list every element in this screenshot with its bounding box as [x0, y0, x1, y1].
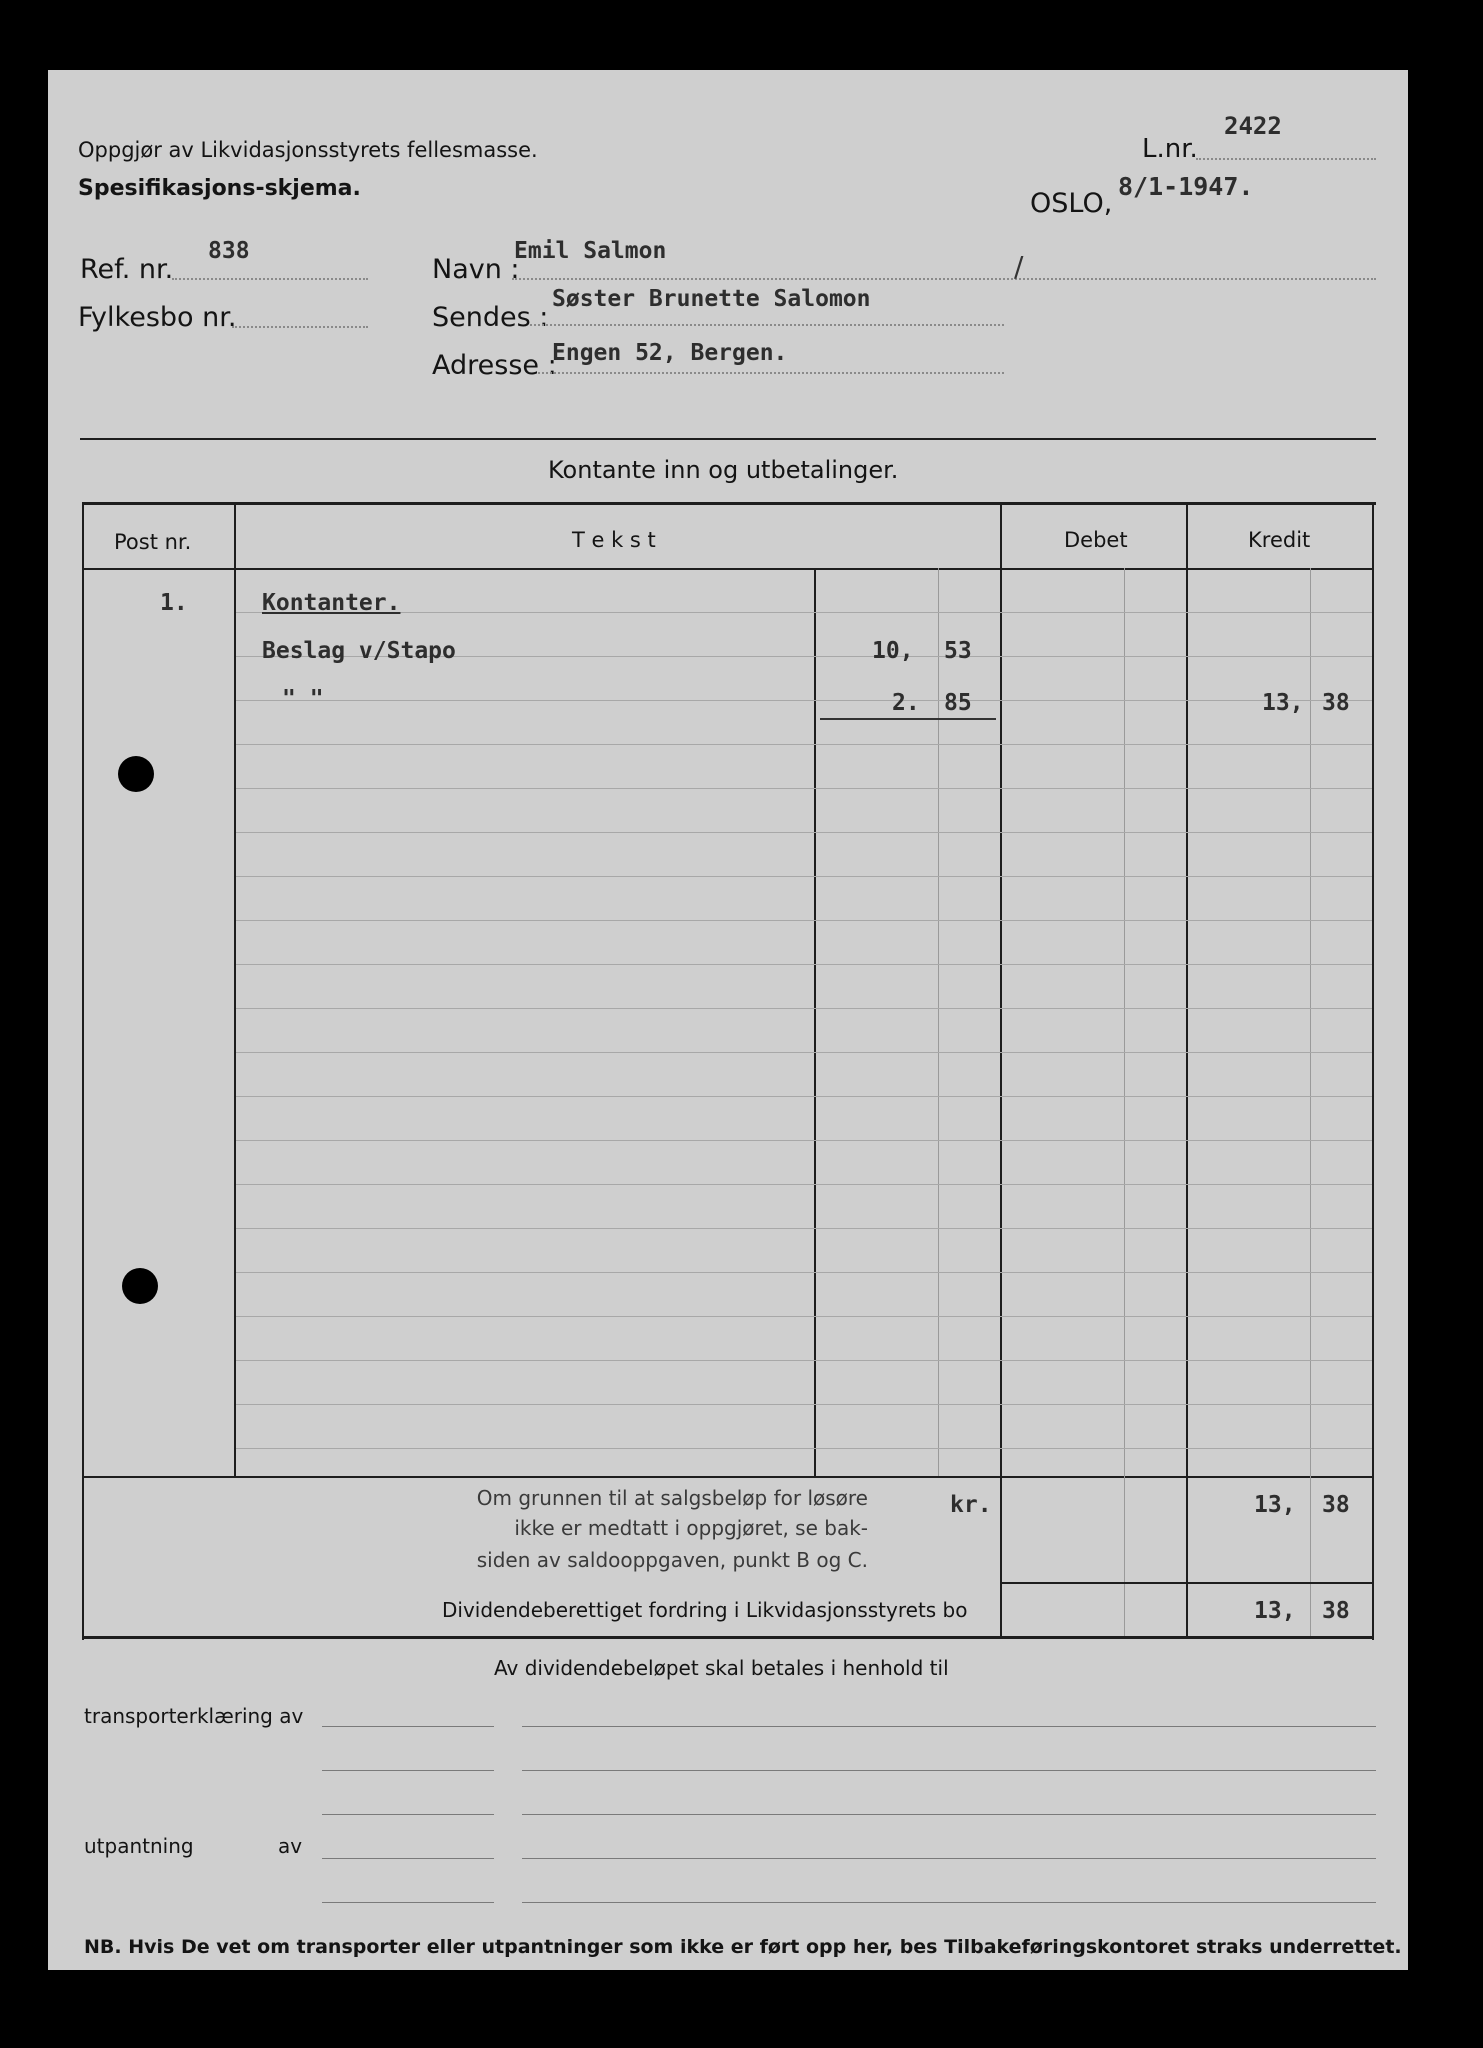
row-2-amount-ore: 53	[944, 638, 972, 664]
blank-line	[522, 1902, 1376, 1903]
blank-line	[522, 1814, 1376, 1815]
ref-value: 838	[208, 238, 250, 264]
ruled-line	[236, 1228, 1372, 1229]
ruled-line	[236, 1316, 1372, 1317]
ruled-line	[236, 920, 1372, 921]
ruled-line	[236, 612, 1372, 613]
row-3-amount-kr: 2.	[892, 690, 920, 716]
transport-label: transporterklæring av	[84, 1704, 304, 1728]
note-line-1: Om grunnen til at salgsbeløp for løsøre	[476, 1486, 868, 1510]
sendes-line	[530, 324, 1004, 326]
utpantning-label: utpantning	[84, 1834, 194, 1858]
bottom-heading: Av dividendebeløpet skal betales i henhold til	[494, 1656, 949, 1680]
total-kr-label: kr.	[950, 1492, 992, 1518]
adresse-label: Adresse :	[432, 350, 557, 381]
navn-label: Navn :	[432, 254, 520, 285]
section-title: Kontante inn og utbetalinger.	[548, 456, 899, 484]
body-bottom	[82, 1476, 1374, 1478]
col-amount-divider	[814, 568, 816, 1476]
blank-line	[322, 1902, 494, 1903]
total-ore: 38	[1322, 1492, 1350, 1518]
adresse-value: Engen 52, Bergen.	[552, 340, 788, 366]
dividend-kr: 13,	[1254, 1598, 1296, 1624]
ruled-line	[236, 744, 1372, 745]
table-top	[82, 502, 1376, 505]
col-debet-divider	[1000, 502, 1002, 1638]
punch-hole-top	[118, 756, 154, 792]
ruled-line	[236, 788, 1372, 789]
kredit-ore-divider	[1310, 568, 1311, 1636]
amount-ore-divider	[938, 568, 939, 1476]
note-line-3: siden av saldooppgaven, punkt B og C.	[476, 1548, 868, 1572]
row-3-kredit-ore: 38	[1322, 690, 1350, 716]
blank-line	[322, 1858, 494, 1859]
col-post-divider	[234, 502, 236, 1476]
place-label: OSLO,	[1030, 188, 1113, 219]
fylkesbo-line	[232, 326, 368, 328]
organisation-line: Oppgjør av Likvidasjonsstyrets fellesmasse.	[78, 138, 538, 162]
row-1-text: Kontanter.	[262, 590, 401, 616]
ruled-line	[236, 1184, 1372, 1185]
header-tekst: T e k s t	[572, 528, 656, 552]
blank-line	[322, 1770, 494, 1771]
row-2-text: Beslag v/Stapo	[262, 638, 456, 664]
navn-line	[512, 278, 1376, 280]
row-3-text: " "	[282, 686, 324, 712]
nb-note: NB. Hvis De vet om transporter eller utpantninger som ikke er ført opp her, bes Tilbakeføringskontoret straks underrettet.	[84, 1936, 1402, 1958]
ruled-line	[236, 1448, 1372, 1449]
dividend-ore: 38	[1322, 1598, 1350, 1624]
table-right	[1372, 502, 1374, 1640]
ruled-line	[236, 832, 1372, 833]
lnr-line	[1196, 158, 1376, 160]
dividend-label: Dividendeberettiget fordring i Likvidasjonsstyrets bo	[442, 1598, 968, 1622]
ruled-line	[236, 1404, 1372, 1405]
header-post: Post nr.	[114, 530, 192, 554]
blank-line	[322, 1814, 494, 1815]
ruled-line	[236, 1140, 1372, 1141]
blank-line	[522, 1770, 1376, 1771]
ruled-line	[236, 876, 1372, 877]
date-value: 8/1-1947.	[1118, 172, 1254, 201]
row-3-amount-ore: 85	[944, 690, 972, 716]
table-bottom	[82, 1636, 1374, 1639]
note-line-2: ikke er medtatt i oppgjøret, se bak-	[514, 1516, 868, 1540]
sendes-label: Sendes :	[432, 302, 549, 333]
row-2-amount-kr: 10,	[872, 638, 914, 664]
ruled-line	[236, 1096, 1372, 1097]
subtotal-rule	[820, 718, 996, 720]
lnr-label: L.nr.	[1142, 134, 1198, 164]
header-debet: Debet	[1064, 528, 1128, 552]
total-kr: 13,	[1254, 1492, 1296, 1518]
ruled-line	[236, 1360, 1372, 1361]
ruled-line	[236, 1272, 1372, 1273]
ruled-line	[236, 1052, 1372, 1053]
table-left	[82, 502, 84, 1640]
row-3-kredit-kr: 13,	[1262, 690, 1304, 716]
ruled-line	[236, 964, 1372, 965]
blank-line	[522, 1726, 1376, 1727]
punch-hole-bottom	[122, 1268, 158, 1304]
debet-ore-divider	[1124, 568, 1125, 1636]
ref-line	[172, 278, 368, 280]
ruled-line	[236, 1008, 1372, 1009]
navn-slash: /	[1014, 250, 1024, 283]
blank-line	[322, 1726, 494, 1727]
dividend-rule	[1000, 1582, 1374, 1584]
form-title: Spesifikasjons-skjema.	[78, 176, 361, 201]
adresse-line	[538, 372, 1004, 374]
header-kredit: Kredit	[1248, 528, 1311, 552]
navn-value: Emil Salmon	[514, 238, 667, 264]
sendes-value: Søster Brunette Salomon	[552, 286, 871, 312]
ref-label: Ref. nr.	[80, 254, 174, 285]
header-bottom	[82, 568, 1374, 570]
fylkesbo-label: Fylkesbo nr.	[78, 302, 237, 333]
utpantning-av-label: av	[278, 1834, 303, 1858]
ruled-line	[236, 700, 1372, 701]
row-1-post: 1.	[160, 590, 188, 616]
lnr-value: 2422	[1224, 112, 1282, 140]
col-kredit-divider	[1186, 502, 1188, 1638]
blank-line	[522, 1858, 1376, 1859]
section-rule	[80, 438, 1376, 440]
